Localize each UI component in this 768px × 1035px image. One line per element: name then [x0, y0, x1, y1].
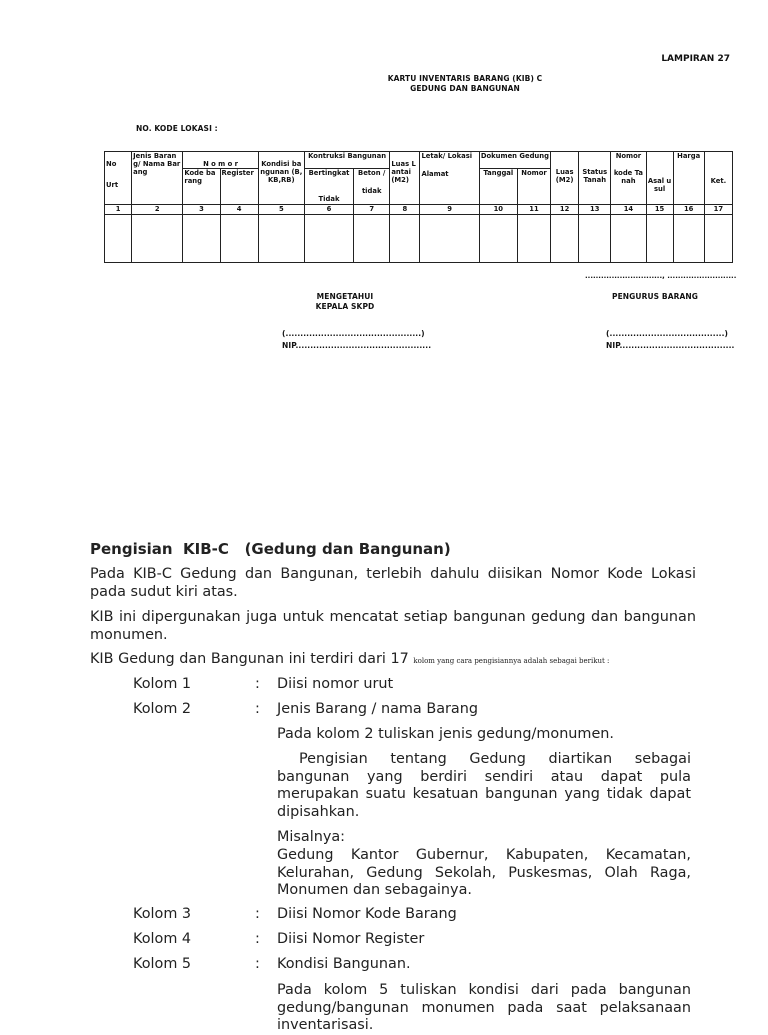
header-text: Letak/ Lokasi — [421, 152, 473, 160]
empty-cell[interactable] — [258, 215, 304, 263]
column-number: 13 — [579, 205, 611, 215]
column-number: 15 — [646, 205, 673, 215]
empty-cell[interactable] — [420, 215, 479, 263]
guide-paragraph: Pada KIB-C Gedung dan Bangunan, terlebih dahulu diisikan Nomor Kode Lokasi pada sudut kiri atas. — [90, 566, 696, 600]
empty-cell[interactable] — [183, 215, 220, 263]
kolom-2-desc: Pada kolom 2 tuliskan jenis gedung/monumen. — [277, 726, 614, 742]
empty-cell[interactable] — [105, 215, 132, 263]
col-header-nomor-dok: Nomor — [517, 169, 550, 205]
header-text: Nomor — [615, 152, 642, 160]
kolom-1-label: Kolom 1 — [133, 676, 192, 692]
header-text: Beton / — [358, 169, 386, 177]
colon: : — [255, 931, 260, 947]
empty-cell[interactable] — [354, 215, 390, 263]
kolom-2-label: Kolom 2 — [133, 701, 192, 717]
form-title: KARTU INVENTARIS BARANG (KIB) C — [387, 74, 543, 83]
empty-cell[interactable] — [390, 215, 420, 263]
column-number-row — [105, 205, 733, 215]
guide-paragraph — [90, 651, 696, 671]
header-text: tidak — [361, 187, 382, 195]
col-header-beton — [354, 169, 390, 205]
column-number: 12 — [551, 205, 579, 215]
column-number: 2 — [132, 205, 183, 215]
header-text: Urt — [106, 181, 119, 189]
kolom-5-desc: Pada kolom 5 tuliskan kondisi dari pada bangunan gedung/bangunan monumen pada saat pelaksanaan inventarisasi. — [277, 982, 691, 1033]
kolom-5-label: Kolom 5 — [133, 956, 192, 972]
date-place-line: ............................., .......................... — [585, 272, 737, 280]
colon: : — [255, 676, 260, 692]
kolom-2-example-label: Misalnya: — [277, 829, 346, 845]
col-header-harga: Harga — [673, 152, 704, 205]
empty-cell[interactable] — [551, 215, 579, 263]
colon: : — [255, 956, 260, 972]
column-number: 17 — [704, 205, 732, 215]
col-header-no — [105, 152, 132, 205]
form-subtitle: GEDUNG DAN BANGUNAN — [410, 84, 520, 93]
column-number: 10 — [479, 205, 517, 215]
empty-cell[interactable] — [704, 215, 732, 263]
empty-cell[interactable] — [579, 215, 611, 263]
empty-cell[interactable] — [646, 215, 673, 263]
col-header-luas: Luas (M2) — [551, 152, 579, 205]
pengurus-name-line: (.......................................) — [606, 329, 729, 338]
col-header-kode-tanah — [611, 152, 646, 205]
mengetahui-label: MENGETAHUI — [316, 292, 374, 301]
col-header-nomor: N o m o r — [183, 152, 258, 169]
kolom-2-example: Gedung Kantor Gubernur, Kabupaten, Kecamatan, Kelurahan, Gedung Sekolah, Puskesmas, Olah Raga, Monumen dan sebagainya. — [277, 847, 691, 898]
column-number: 6 — [304, 205, 353, 215]
col-header-dokumen: Dokumen Gedung — [479, 152, 550, 169]
col-header-kondisi: Kondisi bangunan (B, KB,RB) — [258, 152, 304, 205]
header-text: No — [106, 160, 117, 168]
guide-paragraph: KIB ini dipergunakan juga untuk mencatat setiap bangunan gedung dan bangunan monumen. — [90, 609, 696, 643]
pengurus-barang-label: PENGURUS BARANG — [611, 292, 699, 301]
empty-cell[interactable] — [304, 215, 353, 263]
col-header-luas-lantai: Luas Lantai (M2) — [390, 152, 420, 205]
kolom-1-value: Diisi nomor urut — [277, 676, 394, 692]
column-number: 8 — [390, 205, 420, 215]
pengurus-nip-line: NIP....................................... — [606, 341, 735, 350]
kolom-3-label: Kolom 3 — [133, 906, 192, 922]
lampiran-label: LAMPIRAN 27 — [661, 54, 730, 64]
col-header-ket: Ket. — [704, 152, 732, 205]
kolom-4-label: Kolom 4 — [133, 931, 192, 947]
kode-lokasi-label: NO. KODE LOKASI : — [136, 124, 218, 133]
column-number: 3 — [183, 205, 220, 215]
kolom-2-value: Jenis Barang / nama Barang — [277, 701, 478, 717]
col-header-register: Register — [220, 169, 258, 205]
guide-paragraph-small: kolom yang cara pengisiannya adalah sebagai berikut : — [413, 657, 610, 665]
empty-cell[interactable] — [611, 215, 646, 263]
column-number: 14 — [611, 205, 646, 215]
kolom-5-value: Kondisi Bangunan. — [277, 956, 411, 972]
col-header-tanggal: Tanggal — [479, 169, 517, 205]
col-header-status: Status Tanah — [579, 152, 611, 205]
guide-heading: Pengisian KIB-C (Gedung dan Bangunan) — [90, 540, 451, 558]
kepala-name-line: (..............................................) — [282, 329, 425, 338]
table-header-row — [105, 152, 733, 169]
column-number: 11 — [517, 205, 550, 215]
empty-cell[interactable] — [673, 215, 704, 263]
kepala-nip-line: NIP.............................................. — [282, 341, 432, 350]
column-number: 9 — [420, 205, 479, 215]
kolom-4-value: Diisi Nomor Register — [277, 931, 425, 947]
header-text: kode Tanah — [613, 169, 644, 185]
header-text: Alamat — [421, 170, 449, 178]
column-number: 1 — [105, 205, 132, 215]
colon: : — [255, 701, 260, 717]
col-header-kontruksi: Kontruksi Bangunan — [304, 152, 389, 169]
column-number: 16 — [673, 205, 704, 215]
guide-paragraph-main: KIB Gedung dan Bangunan ini terdiri dari 17 — [90, 651, 409, 667]
column-number: 7 — [354, 205, 390, 215]
kolom-3-value: Diisi Nomor Kode Barang — [277, 906, 457, 922]
colon: : — [255, 906, 260, 922]
empty-cell[interactable] — [479, 215, 517, 263]
table-empty-row — [105, 215, 733, 263]
kolom-2-desc: Pengisian tentang Gedung diartikan sebagai bangunan yang berdiri sendiri atau dapat pula merupakan suatu kesatuan bangunan yang tidak dapat dipisahkan. — [277, 751, 691, 820]
empty-cell[interactable] — [517, 215, 550, 263]
col-header-letak — [420, 152, 479, 205]
col-header-bertingkat — [304, 169, 353, 205]
col-header-kode-barang: Kode barang — [183, 169, 220, 205]
header-text: Tidak — [318, 195, 340, 203]
column-number: 5 — [258, 205, 304, 215]
header-text: Bertingkat — [308, 169, 350, 177]
col-header-asal: Asal usul — [646, 152, 673, 205]
kib-table — [104, 151, 733, 263]
col-header-jenis: Jenis Barang/ Nama Barang — [132, 152, 183, 205]
empty-cell[interactable] — [132, 215, 183, 263]
column-number: 4 — [220, 205, 258, 215]
empty-cell[interactable] — [220, 215, 258, 263]
kepala-skpd-label: KEPALA SKPD — [315, 302, 375, 311]
